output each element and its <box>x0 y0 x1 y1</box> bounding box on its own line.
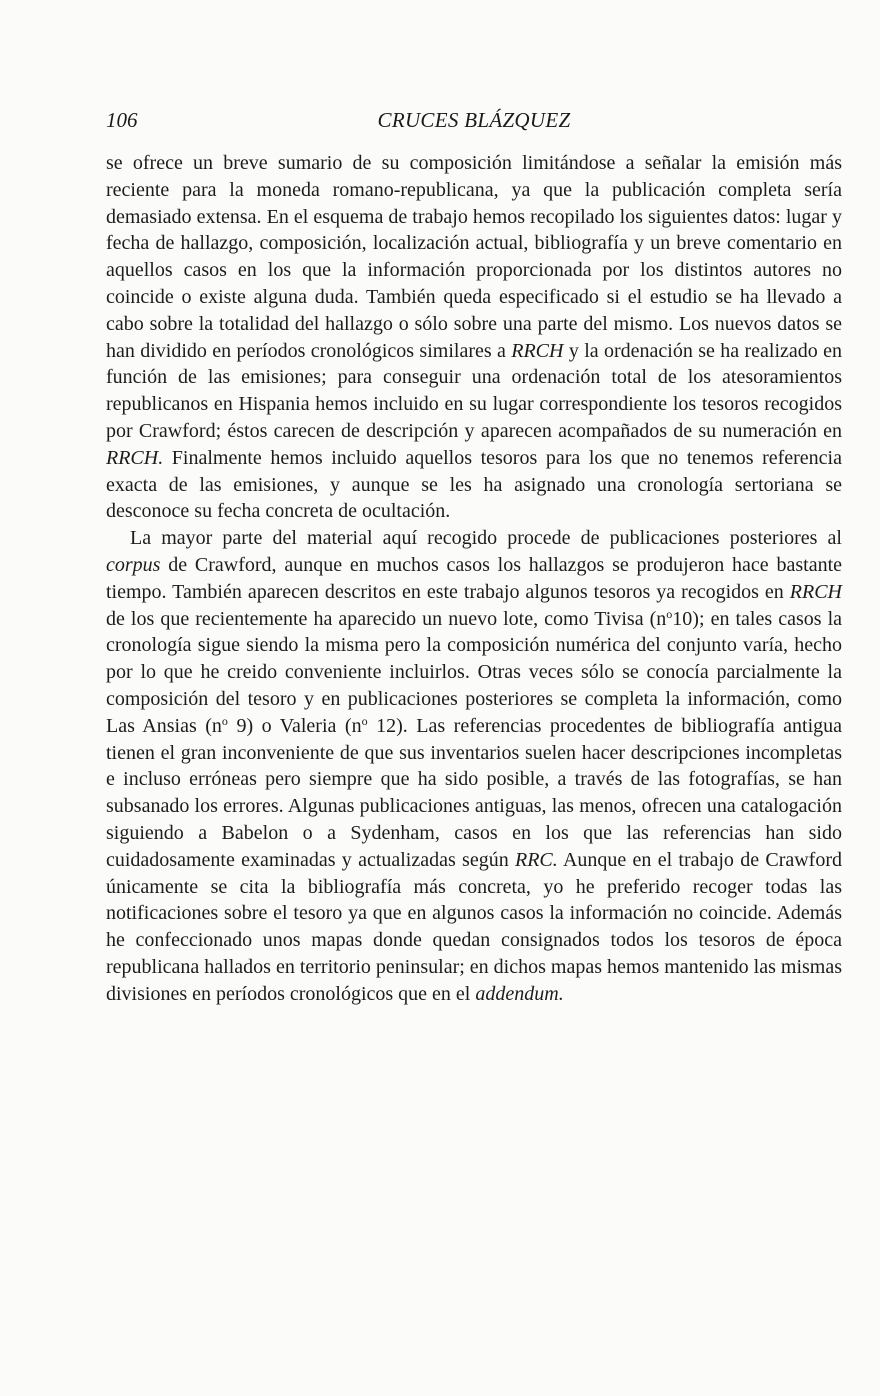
italic-reference: RRCH <box>789 580 842 603</box>
ordinal-superscript: o <box>221 713 228 728</box>
italic-reference: RRC. <box>515 848 558 871</box>
running-head <box>106 108 842 136</box>
text-run: y la ordenación se ha realizado en función de las emisiones; para conseguir una ordenación total de los atesoramientos republicanos en Hispania hemos incluido en su lugar correspondiente los tesoros recogidos por Crawford; éstos carecen de descripción y aparecen acompañados de su numeración en <box>106 339 842 442</box>
text-run: Aunque en el trabajo de Crawford únicamente se cita la bibliografía más concreta, yo he preferido recoger todas las notificaciones sobre el tesoro ya que en algunos casos la información no coincide. Además he confeccionado unos mapas donde quedan consignados todos los tesoros de época republicana hallados en territorio peninsular; en dichos mapas hemos mantenido las mismas divisiones en períodos cronológicos que en el <box>106 848 842 1005</box>
paragraph-1 <box>106 150 842 525</box>
text-run: de Crawford, aunque en muchos casos los hallazgos se produjeron hace bastante tiempo. También aparecen descritos en este trabajo algunos tesoros ya recogidos en <box>106 553 842 603</box>
paragraph-2 <box>106 525 842 1007</box>
italic-reference: RRCH. <box>106 446 164 469</box>
text-run: 12). Las referencias procedentes de bibliografía antigua tienen el gran inconveniente de que sus inventarios suelen hacer descripciones incompletas e incluso erróneas pero siempre que ha sido posible, a través de las fotografías, se han subsanado los errores. Algunas publicaciones antiguas, las menos, ofrecen una catalogación siguiendo a Babelon o a Sydenham, casos en los que las referencias han sido cuidadosamente examinadas y actualizadas según <box>106 714 843 871</box>
text-run: 9) o Valeria (n <box>227 714 362 737</box>
ordinal-superscript: o <box>361 713 368 728</box>
italic-reference: RRCH <box>511 339 564 362</box>
italic-term: corpus <box>106 553 161 576</box>
text-run: se ofrece un breve sumario de su composición limitándose a señalar la emisión más reciente para la moneda romano-republicana, ya que la publicación completa sería demasiado extensa. En el esquema de trabajo hemos recopilado los siguientes datos: lugar y fecha de hallazgo, composición, localización actual, bibliografía y un breve comentario en aquellos casos en los que la información proporcionada por los distintos autores no coincide o existe alguna duda. También queda especificado si el estudio se ha llevado a cabo sobre la totalidad del hallazgo o sólo sobre una parte del mismo. Los nuevos datos se han dividido en períodos cronológicos similares a <box>106 152 842 362</box>
text-run: Finalmente hemos incluido aquellos tesoros para los que no tenemos referencia exacta de las emisiones, y aunque se les ha asignado una cronología sertoriana se desconoce su fecha concreta de ocultación. <box>106 446 842 523</box>
italic-term: addendum. <box>475 982 564 1005</box>
text-run: 10); en tales casos la cronología sigue siendo la misma pero la composición numérica del conjunto varía, hecho por lo que he creido conveniente incluirlos. Otras veces sólo se conocía parcialmente la composición del tesoro y en publicaciones posteriores se completa la información, como Las Ansias (n <box>106 607 842 737</box>
ordinal-superscript: o <box>666 606 673 621</box>
body-text <box>106 150 842 1008</box>
text-run: de los que recientemente ha aparecido un nuevo lote, como Tivisa (n <box>106 607 667 630</box>
text-run: La mayor parte del material aquí recogido procede de publicaciones posteriores al <box>130 527 842 550</box>
running-title: CRUCES BLÁZQUEZ <box>377 108 571 132</box>
page-number: 106 <box>106 108 138 132</box>
